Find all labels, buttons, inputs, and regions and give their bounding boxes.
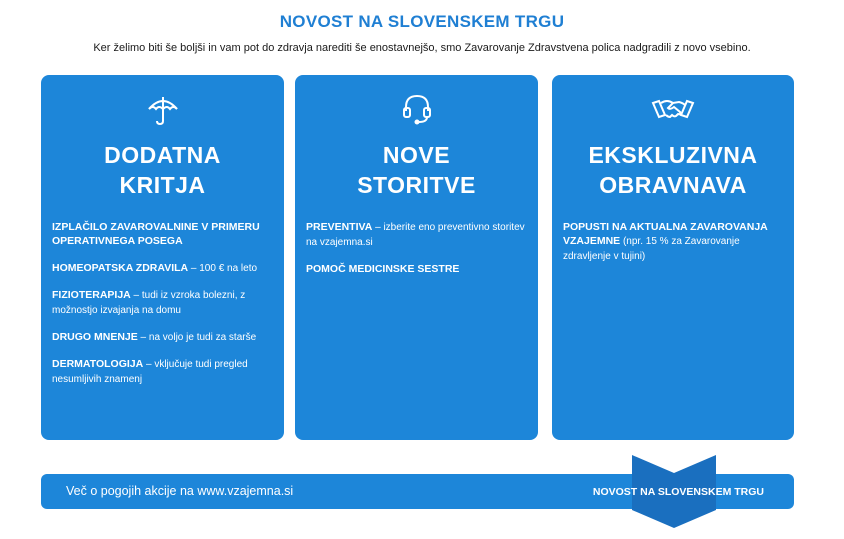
page-title: NOVOST NA SLOVENSKEM TRGU: [279, 12, 565, 31]
list-item: POMOČ MEDICINSKE SESTRE: [306, 263, 460, 275]
list-item: IZPLAČILO ZAVAROVALNINE V PRIMERU OPERATIVNEGA POSEGA: [52, 221, 260, 247]
footer-tag: NOVOST NA SLOVENSKEM TRGU: [592, 486, 764, 498]
card-exclusive-treatment: [552, 75, 794, 440]
footer-tag-wrapper: [41, 474, 794, 509]
card-heading: NOVE STORITVE: [357, 142, 476, 198]
card-new-services: [295, 75, 538, 440]
list-item: FIZIOTERAPIJA – tudi iz vzroka bolezni, z možnostjo izvajanja na domu: [52, 289, 246, 316]
list-item: DRUGO MNENJE – na voljo je tudi za starše: [52, 331, 257, 343]
headset-icon: [295, 91, 538, 127]
umbrella-icon: [41, 91, 284, 127]
list-item: POPUSTI NA AKTUALNA ZAVAROVANJA VZAJEMNE (npr. 15 % za Zavarovanje zdravljenje v tujini): [563, 221, 768, 262]
list-item: HOMEOPATSKA ZDRAVILA – 100 € na leto: [52, 262, 258, 274]
list-item: PREVENTIVA – izberite eno preventivno storitev na vzajemna.si: [306, 221, 525, 248]
page-subtitle: Ker želimo biti še boljši in vam pot do zdravja narediti še enostavnejšo, smo Zavarovanje Zdravstvena polica nadgradili z novo vsebino.: [93, 42, 751, 54]
more-info-link[interactable]: Več o pogojih akcije na www.vzajemna.si: [66, 484, 294, 498]
handshake-icon: [552, 91, 794, 127]
card-additional-coverage: [41, 75, 284, 440]
card-heading: EKSKLUZIVNA OBRAVNAVA: [588, 142, 758, 198]
card-heading: DODATNA KRITJA: [104, 142, 221, 198]
list-item: DERMATOLOGIJA – vključuje tudi pregled nesumljivih znamenj: [52, 358, 248, 385]
